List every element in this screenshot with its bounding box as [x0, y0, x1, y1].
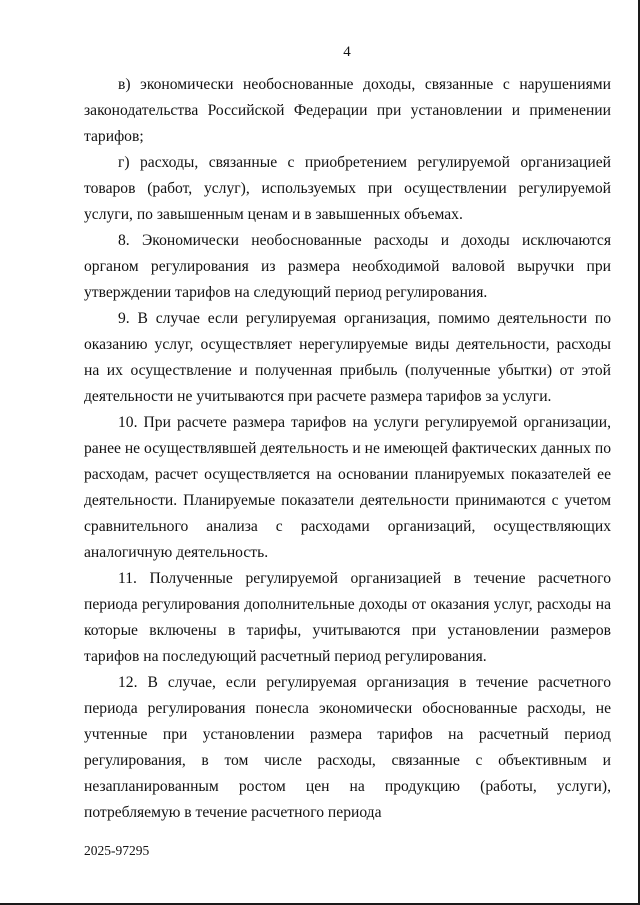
- page-number: 4: [343, 44, 351, 60]
- paragraph-9: 9. В случае если регулируемая организация, помимо деятельности по оказанию услуг, осуществляет нерегулируемые виды деятельности, расходы на их осуществление и полученная прибыль (полученные убытки) от этой деятельности не учитываются при расчете размера тарифов за услуги.: [84, 310, 611, 405]
- paragraph-8: 8. Экономически необоснованные расходы и доходы исключаются органом регулирования из размера необходимой валовой выручки при утверждении тарифов на следующий период регулирования.: [84, 232, 611, 301]
- paragraph-10: 10. При расчете размера тарифов на услуги регулируемой организации, ранее не осуществлявшей деятельность и не имеющей фактических данных по расходам, расчет осуществляется на основании планируемых показателей ее деятельности. Планируемые показатели деятельности принимаются с учетом сравнительного анализа с расходами организаций, осуществляющих аналогичную деятельность.: [84, 414, 611, 561]
- document-body: [84, 72, 611, 826]
- document-code: 2025-97295: [84, 843, 150, 858]
- paragraph-12: 12. В случае, если регулируемая организация в течение расчетного периода регулирования понесла экономически обоснованные расходы, не учтенные при установлении размера тарифов на расчетный период регулирования, в том числе расходы, связанные с объективным и незапланированным ростом цен на продукцию (работы, услуги), потребляемую в течение расчетного периода: [84, 674, 611, 821]
- paragraph-g: г) расходы, связанные с приобретением регулируемой организацией товаров (работ, услуг), используемых при осуществлении регулируемой услуги, по завышенным ценам и в завышенных объемах.: [84, 154, 611, 223]
- paragraph-v: в) экономически необоснованные доходы, связанные с нарушениями законодательства Российской Федерации при установлении и применении тарифов;: [84, 76, 611, 145]
- paragraph-11: 11. Полученные регулируемой организацией в течение расчетного периода регулирования дополнительные доходы от оказания услуг, расходы на которые включены в тарифы, учитываются при установлении размеров тарифов на последующий расчетный период регулирования.: [84, 570, 611, 665]
